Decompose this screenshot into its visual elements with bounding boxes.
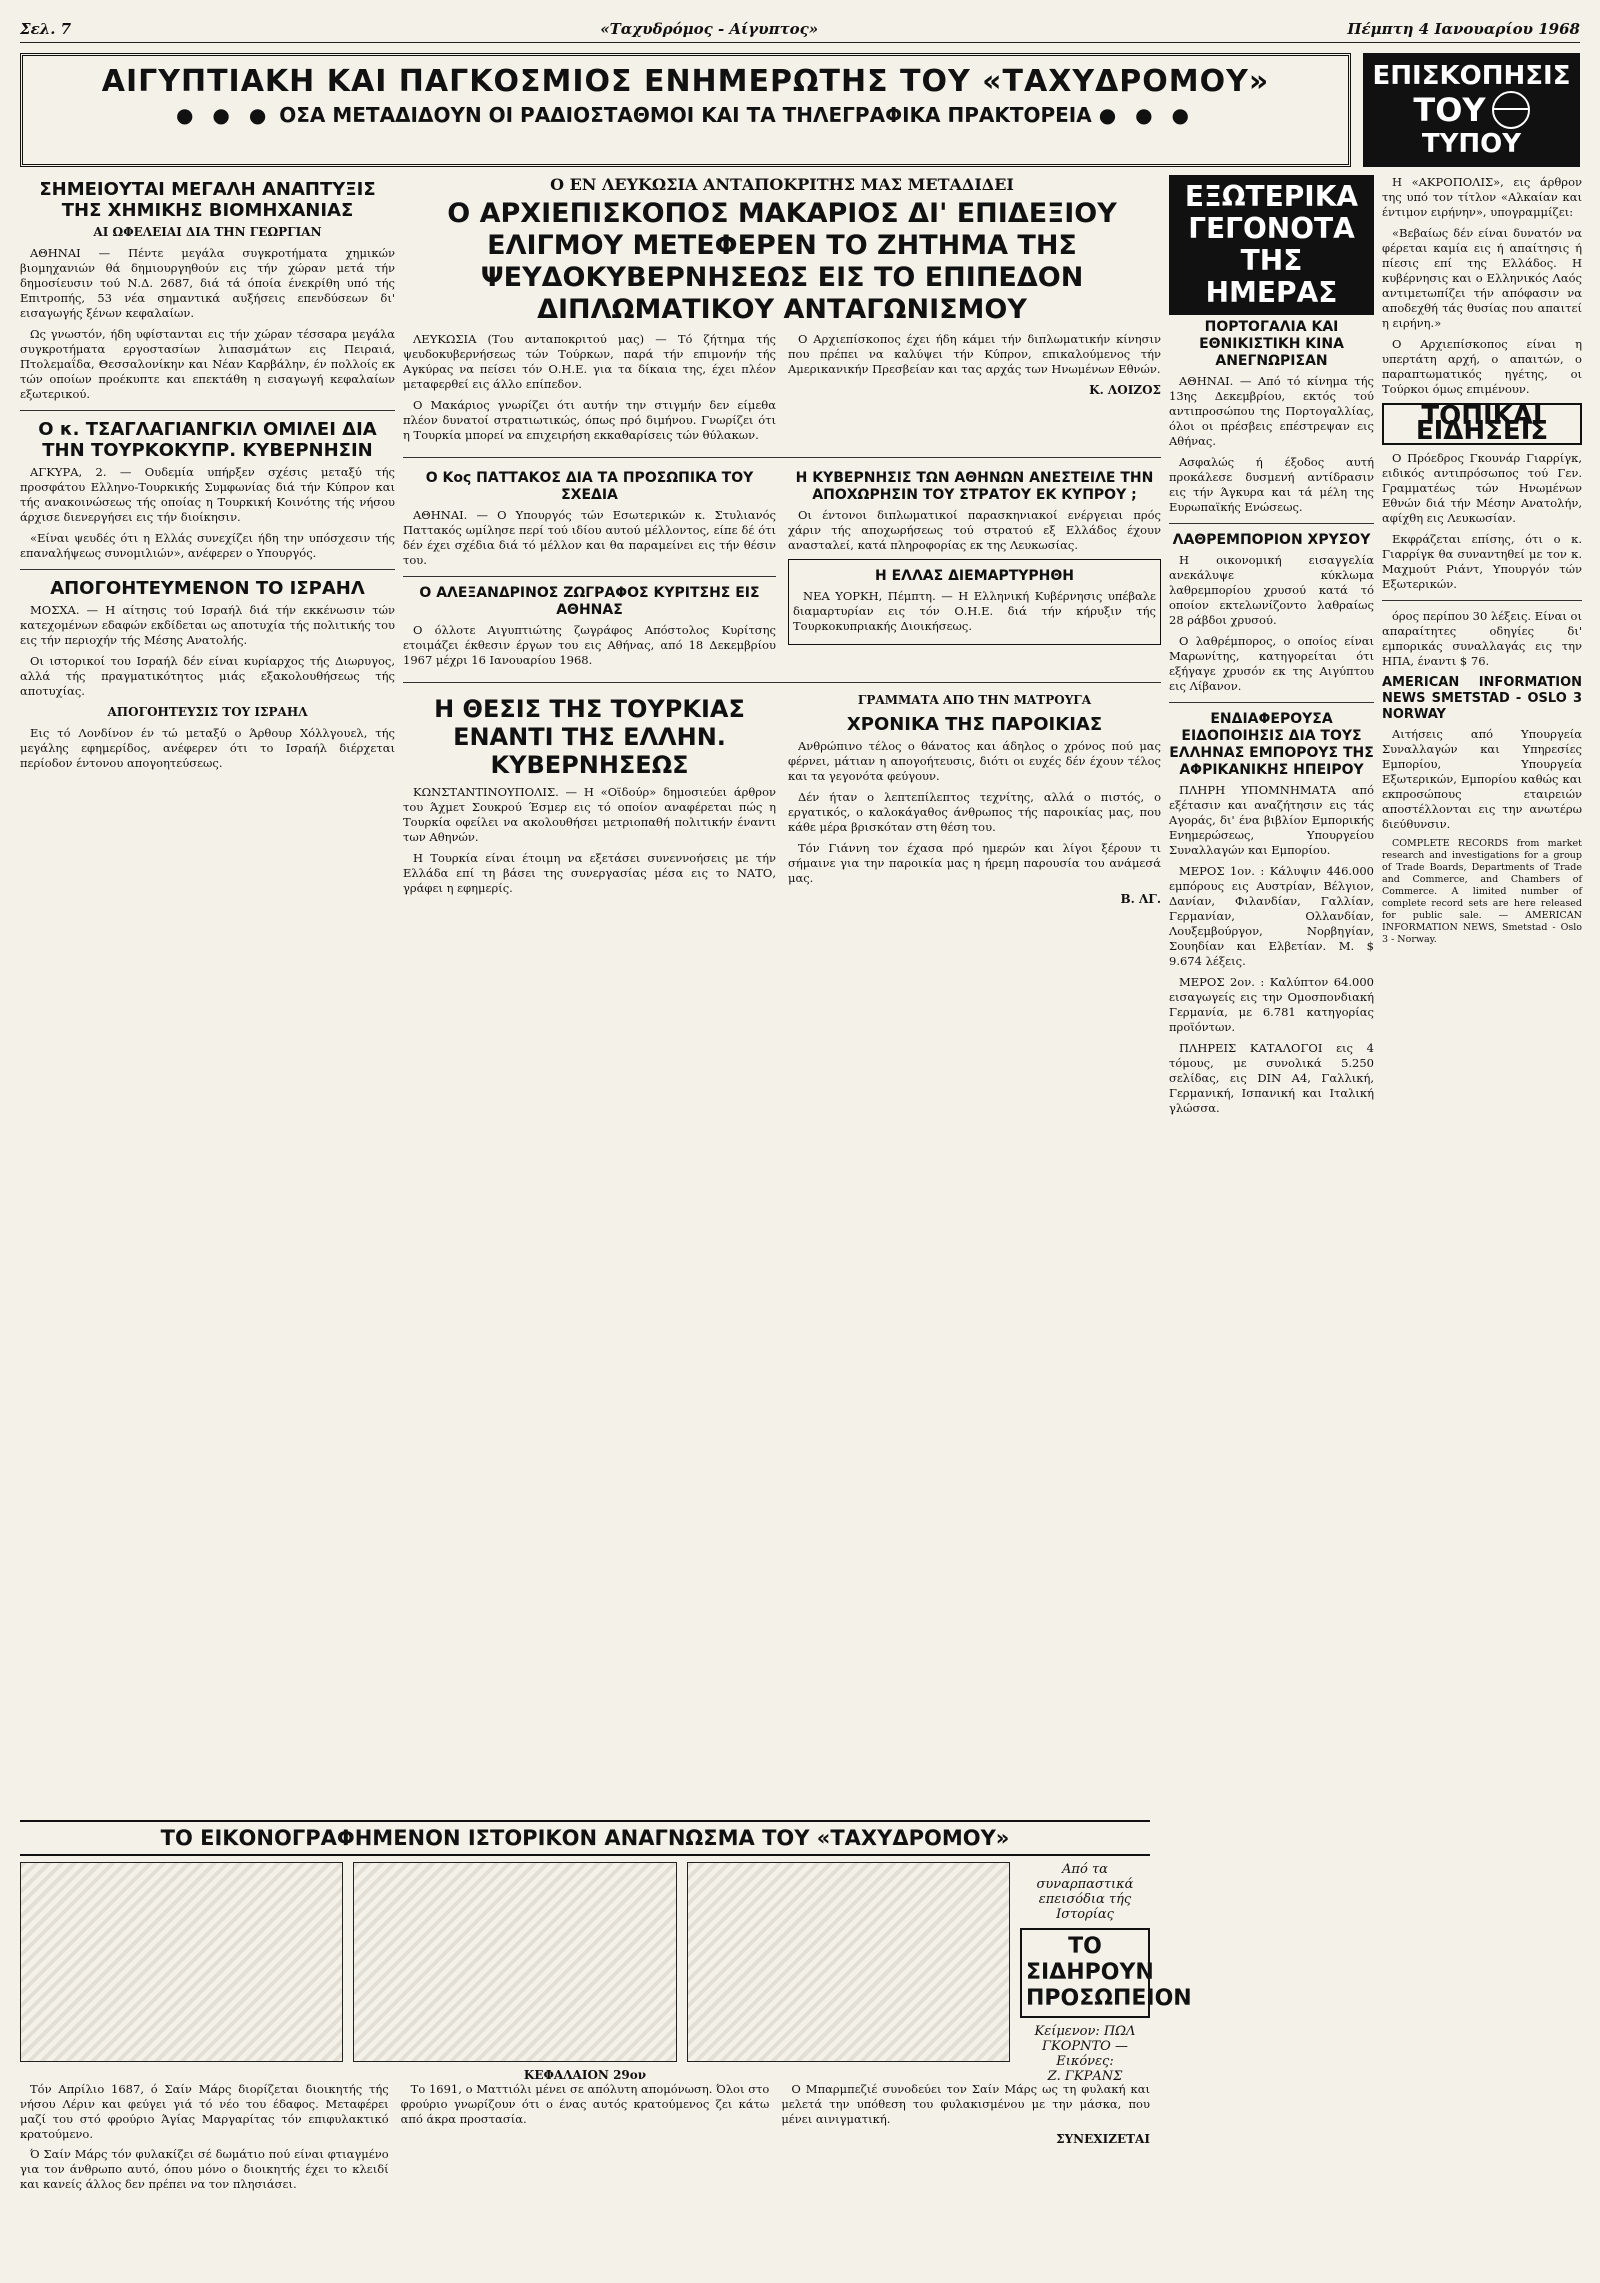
headline-local-news: ΤΟΠΙΚΑΙ ΕΙΔΗΣΕΙΣ [1382,403,1582,445]
article-paragraph: Η «ΑΚΡΟΠΟΛΙΣ», εις άρθρον της υπό τον τίτλον «Αλκαίαν και έντιμον ειρήνην», υπογραμμίζει: [1382,175,1582,219]
byline: Κ. ΛΟΙΖΟΣ [1089,383,1161,397]
article-paragraph: Εις τό Λονδίνον έν τώ μεταξύ ο Άρθουρ Χόλλγουελ, τής μεγάλης εφημερίδος, ανέφερεν ότι το Ισραήλ διέρχεται περίοδον έντονου απογοητεύσεως. [20,726,395,770]
article-paragraph: ΚΩΝΣΤΑΝΤΙΝΟΥΠΟΛΙΣ. — Η «Οϊδούρ» δημοσιεύει άρθρον του Άχμετ Σουκρού Έσμερ εις τό οποίον αναφέρεται πώς η Τουρκία οφείλει να ακολουθήσει μετριοπαθή πολιτικήν έναντι των Αθηνών. [403,785,776,844]
article-paragraph: Ο Μπαρμπεζιέ συνοδεύει τον Σαίν Μάρς ως τη φυλακή και μελετά την υπόθεση του φυλακισμένου με την μάσκα, που μένει αινιγματική. [781,2082,1150,2126]
headline-community-chronicle: ΧΡΟΝΙΚΑ ΤΗΣ ΠΑΡΟΙΚΙΑΣ [846,714,1103,735]
article-paragraph: ΝΕΑ ΥΟΡΚΗ, Πέμπτη. — Η Ελληνική Κυβέρνησις υπέβαλε διαμαρτυρίαν εις τόν Ο.Η.Ε. διά τήν κήρυξιν τής Τουρκοκυπριακής Διοικήσεως. [793,589,1156,633]
comic-panel-3 [687,1862,1010,2062]
newspaper-page [20,20,1580,2243]
headline-turkey-position: Η ΘΕΣΙΣ ΤΗΣ ΤΟΥΡΚΙΑΣ ΕΝΑΝΤΙ ΤΗΣ ΕΛΛΗΝ. ΚΥΒΕΡΝΗΣΕΩΣ [434,695,745,779]
headline-portugal-china: ΠΟΡΤΟΓΑΛΙΑ ΚΑΙ ΕΘΝΙΚΙΣΤΙΚΗ ΚΙΝΑ ΑΝΕΓΝΩΡΙΣΑΝ [1199,319,1344,369]
article-paragraph: Ως γνωστόν, ήδη υφίστανται εις τήν χώραν τέσσαρα μεγάλα συγκροτήματα εργοστασίων λιπασμάτων εις Πειραιά, Πτολεμαΐδα, Θεσσαλονίκην και Νέαν Καρβάλην, έν πολλοίς εκ τών οποίων προέκυπτε και επεκτάθη η εισαγωγή κεφαλαίων εξωτερικού. [20,327,395,401]
article-paragraph: Ο Αρχιεπίσκοπος έχει ήδη κάμει τήν διπλωματικήν κίνησιν που πρέπει να καλύψει τήν Κύπρον, επικαλούμενος τήν Αμερικανικήν Πρεσβείαν και τας αρχάς των Ηνωμένων Εθνών. [788,332,1161,376]
article-paragraph: Αιτήσεις από Υπουργεία Συναλλαγών και Υπηρεσίες Εμπορίου, Υπουργεία Εξωτερικών, Εμπορίου καθώς και εκπροσώπους εταιρειών αποστέλλονται εις την ανωτέρω διεύθυνσιν. [1382,727,1582,831]
article-paragraph: Ο Πρόεδρος Γκουνάρ Γιαρρίγκ, ειδικός αντιπρόσωπος τού Γεν. Γραμματέως τών Ηνωμένων Εθνών διά τήν Μέσην Ανατολήν, αφίχθη εις Λευκωσίαν. [1382,451,1582,525]
article-paragraph: ΠΛΗΡΗ ΥΠΟΜΝΗΜΑΤΑ από εξέτασιν και αναζήτησιν εις τάς Αγοράς, δι' ένα βιβλίον Εμπορικής Ενημερώσεως, Υπουργείου Συναλλαγών και Εμπορίου. [1169,783,1374,857]
banner-dots-right: ● ● ● [1098,103,1195,127]
advertiser-name: AMERICAN INFORMATION NEWS SMETSTAD - OSLO 3 NORWAY [1382,675,1582,722]
press-review-line3: ΤΥΠΟΥ [1421,129,1522,159]
article-paragraph: Ο Αρχιεπίσκοπος είναι η υπερτάτη αρχή, ο απαιτών, ο παραπτωματικός ηγέτης, οι Τούρκοι όμως επιμένουν. [1382,337,1582,396]
kicker-letters: ΓΡΑΜΜΑΤΑ ΑΠΟ ΤΗΝ ΜΑΤΡΟΥΓΑ [857,693,1092,707]
paper-name: «Ταχυδρόμος - Αίγυπτος» [600,20,819,38]
headline-gold-smuggling: ΛΑΘΡΕΜΠΟΡΙΟΝ ΧΡΥΣΟΥ [1172,532,1371,548]
section-banner [20,53,1351,167]
article-paragraph: «Είναι ψευδές ότι η Ελλάς συνεχίζει ήδη την υπόσχεσιν τής επαναλήψεως συνομιλιών», ανέφερεν ο Υπουργός. [20,531,395,560]
article-paragraph: Η Τουρκία είναι έτοιμη να εξετάσει συνεννοήσεις με τήν Ελλάδα επί τη βάσει της συνεργασίας μέσα εις το ΝΑΤΟ, γράφει η εφημερίς. [403,851,776,895]
serial-illustrator: Ζ. ΓΚΡΑΝΣ [1047,2069,1123,2084]
article-paragraph: Το 1691, ο Ματτιόλι μένει σε απόλυτη απομόνωση. Όλοι στο φρούριο γνωρίζουν ότι ο ένας αυτός κρατούμενος ζει κάτω από άκρα προστασία. [400,2082,770,2126]
advert-fine-print: COMPLETE RECORDS from market research and investigations for a group of Trade Boards, Departments of Trade and Commerce, and Chambers of Commerce. A limited number of complete record sets are here released for public sale. — AMERICAN INFORMATION NEWS, Smetstad - Oslo 3 - Norway. [1382,838,1582,945]
serial-intro: Από τα συναρπαστικά επεισόδια τής Ιστορίας [1036,1862,1134,1922]
column-left [20,175,395,1122]
headline-pattakos: Ο Κος ΠΑΤΤΑΚΟΣ ΔΙΑ ΤΑ ΠΡΟΣΩΠΙΚΑ ΤΟΥ ΣΧΕΔΙΑ [425,470,754,503]
headline-greece-protested: Η ΕΛΛΑΣ ΔΙΕΜΑΡΤΥΡΗΘΗ [874,568,1074,584]
chapter-number: ΚΕΦΑΛΑΙΟΝ 29ον [523,2068,647,2082]
subhead-israel-disappointment: ΑΠΟΓΟΗΤΕΥΣΙΣ ΤΟΥ ΙΣΡΑΗΛ [107,705,308,719]
article-paragraph: ΠΛΗΡΕΙΣ ΚΑΤΑΛΟΓΟΙ εις 4 τόμους, με συνολικά 5.250 σελίδας, εις DIN A4, Γαλλική, Γερμανική, Ισπανική και Ιταλική γλώσσα. [1169,1041,1374,1115]
article-paragraph: Οι ιστορικοί του Ισραήλ δέν είναι κυρίαρχος τής Διωρυγος, αλλά τής πραγματικότητος μιάς εξακολουθήσεως τής αποτυχίας. [20,654,395,698]
banner-title: ΑΙΓΥΠΤΙΑΚΗ ΚΑΙ ΠΑΓΚΟΣΜΙΟΣ ΕΝΗΜΕΡΩΤΗΣ ΤΟΥ «ΤΑΧΥΔΡΟΜΟΥ» [101,64,1270,99]
press-review-line2: ΤΟΥ [1413,91,1486,129]
headline-merchants-notice: ΕΝΔΙΑΦΕΡΟΥΣΑ ΕΙΔΟΠΟΙΗΣΙΣ ΔΙΑ ΤΟΥΣ ΕΛΛΗΝΑΣ ΕΜΠΟΡΟΥΣ ΤΗΣ ΑΦΡΙΚΑΝΙΚΗΣ ΗΠΕΙΡΟΥ [1169,711,1374,778]
serial-name: ΤΟ ΣΙΔΗΡΟΥΝ ΠΡΟΣΩΠΕΙΟΝ [1020,1928,1150,2018]
banner-dots-left: ● ● ● [176,103,273,127]
column-center [403,175,1161,1122]
serial-credits [1020,1862,1192,2084]
article-paragraph: Ασφαλώς ή έξοδος αυτή προκάλεσε δυσμενή αντίδρασιν εις τήν Άγκυρα και τά μέλη της Ευρωπαϊκής Ενώσεως. [1169,455,1374,514]
article-paragraph: ΑΘΗΝΑΙ — Πέντε μεγάλα συγκροτήματα χημικών βιομηχανιών θά δημιουργηθούν εις τήν χώραν μετά τήν δημοσίευσιν τού Ν.Δ. 2687, διά τά όποία ένεκρίθη υπό τής Επιτροπής, 53 νέα σημαντικά αυξήσεις επενδύσεων δι' εισαγωγής ξένων κεφαλαίων. [20,246,395,320]
serial-authors: Κείμενον: ΠΩΛ ΓΚΟΡΝΤΟ — Εικόνες: [1034,2024,1136,2069]
article-paragraph: ΜΕΡΟΣ 1ον. : Κάλυψιν 446.000 εμπόρους εις Αυστρίαν, Βέλγιον, Δανίαν, Φιλανδίαν, Γαλλίαν, Γερμανίαν, Ολλανδίαν, Λουξεμβούργον, Νορβηγίαν, Σουηδίαν και Ελβετίαν. Μ. $ 9.674 λέξεις. [1169,864,1374,968]
press-review-logo [1363,53,1580,167]
article-paragraph: ΑΘΗΝΑΙ. — Από τό κίνημα τής 13ης Δεκεμβρίου, εκτός τού αντιπροσώπου της Πορτογαλλίας, όλοι οι πρέσβεις επέστρεψαν εις Αθήνας. [1169,374,1374,448]
article-paragraph: ΜΟΣΧΑ. — Η αίτησις τού Ισραήλ διά τήν εκκένωσιν τών κατεχομένων εδαφών εκδίδεται ως αποτυχία τής πολιτικής του εις τήν περιοχήν τής Μέσης Ανατολής. [20,603,395,647]
press-review-line1: ΕΠΙΣΚΟΠΗΣΙΣ [1372,61,1571,91]
article-paragraph: Η οικονομική εισαγγελία ανεκάλυψε κύκλωμα λαθρεμπορίου χρυσού κατά τό οποίον εκτελωνίζοντο λαθραίως 28 ράβδοι χρυσού. [1169,553,1374,627]
article-paragraph: Εκφράζεται επίσης, ότι ο κ. Γιαρρίγκ θα συναντηθεί με τον κ. Μαχμούτ Ριάντ, Υπουργόν τών Εξωτερικών. [1382,532,1582,591]
continued-label: ΣΥΝΕΧΙΖΕΤΑΙ [1056,2132,1150,2146]
article-paragraph: ΑΘΗΝΑΙ. — Ο Υπουργός τών Εσωτερικών κ. Στυλιανός Παττακός ωμίλησε περί τού ιδίου αυτού μέλλοντος, είπε δέ ότι δέν έχει σχέδια διά τό μέλλον και θα παραμείνει εις τήν θέσιν του. [403,508,776,567]
foreign-news-header: ΕΞΩΤΕΡΙΚΑ ΓΕΓΟΝΟΤΑ ΤΗΣ ΗΜΕΡΑΣ [1169,175,1374,315]
page-number: Σελ. 7 [20,20,72,38]
article-paragraph: Τόν Απρίλιο 1687, ό Σαίν Μάρς διορίζεται διοικητής τής νήσου Λέριν και φεύγει γιά τό νέο του έδαφος. Μεταφέρει μαζί του στό φρούριο Άγίας Μαργαρίτας τόν επιφυλακτικό κρατούμενο. [20,2082,389,2141]
headline-israel: ΑΠΟΓΟΗΤΕΥΜΕΝΟΝ ΤΟ ΙΣΡΑΗΛ [50,578,365,599]
subhead-agriculture: ΑΙ ΩΦΕΛΕΙΑΙ ΔΙΑ ΤΗΝ ΓΕΩΡΓΙΑΝ [93,225,322,239]
headline-chemical-industry: ΣΗΜΕΙΟΥΤΑΙ ΜΕΓΑΛΗ ΑΝΑΠΤΥΞΙΣ ΤΗΣ ΧΗΜΙΚΗΣ ΒΙΟΜΗΧΑΝΙΑΣ [39,179,376,221]
article-paragraph: όρος περίπου 30 λέξεις. Είναι οι απαραίτητες οδηγίες δι' εμπορικάς συναλλαγάς εις την ΗΠΑ, έναντι $ 76. [1382,609,1582,668]
article-paragraph: Ο λαθρέμπορος, ο οποίος είναι Μαρωνίτης, κατηγορείται ότι εξήγαγε χρυσόν εκ της Αιγύπτου εις Λίβανον. [1169,634,1374,693]
article-paragraph: «Βεβαίως δέν είναι δυνατόν να φέρεται καμία εις ή απαίτησις ή πίεσις επί της Ελλάδος. Η κυβέρνησις και ο Ελληνικός Λαός αντιμετωπίζει τήν απόφασιν να αποδεχθή τάς θυσίας που απαιτεί η ειρήνη.» [1382,226,1582,330]
serial-title: ΤΟ ΕΙΚΟΝΟΓΡΑΦΗΜΕΝΟΝ ΙΣΤΟΡΙΚΟΝ ΑΝΑΓΝΩΣΜΑ ΤΟΥ «ΤΑΧΥΔΡΟΜΟΥ» [20,1820,1150,1856]
article-paragraph: Ο Μακάριος γνωρίζει ότι αυτήν την στιγμήν δεν είμεθα πλέον δυνατοί στρατιωτικώς, όπως πρό διμήνου. Γνωρίζει ότι η Τουρκία μπορεί να επιχειρήση εκκαθαρίσεις τών θύλακων. [403,398,776,442]
article-paragraph: Ό Σαίν Μάρς τόν φυλακίζει σέ δωμάτιο πού είναι φτιαγμένο για τον άνθρωπο αυτό, όπου μόνο ο διοικητής έχει το κλειδί και κανείς άλλος δεν πρέπει να τον πλησιάσει. [20,2147,389,2191]
article-paragraph: ΛΕΥΚΩΣΙΑ (Του ανταποκριτού μας) — Τό ζήτημα τής ψευδοκυβερνήσεως τών Τούρκων, παρά τήν επιμονήν τής Αγκύρας να πείσει τόν Ο.Η.Ε. για τα δίκαια της, έχει πλέον μεταφερθεί εις άλλο επίπεδον. [403,332,776,391]
article-paragraph: Ανθρώπινο τέλος ο θάνατος και άδηλος ο χρόνος πού μας φέρνει, μάτιαν η απογοήτευσις, διότι οι ευχές δέν έχουν τέλος και τα γεγονότα φεύγουν. [788,739,1161,783]
kicker-nicosia: Ο ΕΝ ΛΕΥΚΩΣΙΑ ΑΝΤΑΠΟΚΡΙΤΗΣ ΜΑΣ ΜΕΤΑΔΙΔΕΙ [550,175,1014,194]
masthead-strip [20,20,1580,43]
byline: Β. ΛΓ. [1120,892,1161,906]
column-foreign-news [1169,175,1374,1122]
banner-subtitle-text: ΟΣΑ ΜΕΤΑΔΙΔΟΥΝ ΟΙ ΡΑΔΙΟΣΤΑΘΜΟΙ ΚΑΙ ΤΑ ΤΗΛΕΓΡΑΦΙΚΑ ΠΡΑΚΤΟΡΕΙΑ [279,103,1092,127]
banner-subtitle [33,103,1338,127]
article-paragraph: ΜΕΡΟΣ 2ον. : Καλύπτον 64.000 εισαγωγείς εις την Ομοσπονδιακή Γερμανία, με 6.781 κατηγορίας προϊόντων. [1169,975,1374,1034]
comic-panel-2 [353,1862,676,2062]
illustrated-serial [20,1820,1192,2197]
article-paragraph: Οι έντονοι διπλωματικοί παρασκηνιακοί ενέργειαι πρός χάριν τής αποχωρήσεως τού στρατού εξ Ελλάδος έχουν ανασταλεί, κατά πληροφορίας εκ της Λευκωσίας. [788,508,1161,552]
headline-turkish-cypriot: Ο κ. ΤΣΑΓΛΑΓΙΑΝΓΚΙΛ ΟΜΙΛΕΙ ΔΙΑ ΤΗΝ ΤΟΥΡΚΟΚΥΠΡ. ΚΥΒΕΡΝΗΣΙΝ [38,419,377,461]
column-press-review [1382,175,1582,1122]
headline-athens-government: Η ΚΥΒΕΡΝΗΣΙΣ ΤΩΝ ΑΘΗΝΩΝ ΑΝΕΣΤΕΙΛΕ ΤΗΝ ΑΠΟΧΩΡΗΣΙΝ ΤΟΥ ΣΤΡΑΤΟΥ ΕΚ ΚΥΠΡΟΥ ; [795,470,1154,503]
issue-date: Πέμπτη 4 Ιανουαρίου 1968 [1347,20,1580,38]
article-paragraph: Δέν ήταν ο λεπτεπίλεπτος τεχνίτης, αλλά ο πιστός, ο εργατικός, ο καλοκάγαθος άνθρωπος τής παροικίας μας, που κάθε μέρα βρισκόταν στη θέση του. [788,790,1161,834]
comic-panel-1 [20,1862,343,2062]
globe-icon [1492,91,1530,129]
headline-makarios: Ο ΑΡΧΙΕΠΙΣΚΟΠΟΣ ΜΑΚΑΡΙΟΣ ΔΙ' ΕΠΙΔΕΞΙΟΥ ΕΛΙΓΜΟΥ ΜΕΤΕΦΕΡΕΝ ΤΟ ΖΗΤΗΜΑ ΤΗΣ ΨΕΥΔΟΚΥΒΕΡΝΗΣΕΩΣ ΕΙΣ ΤΟ ΕΠΙΠΕΔΟΝ ΔΙΠΛΩΜΑΤΙΚΟΥ ΑΝΤΑΓΩΝΙΣΜΟΥ [447,198,1117,325]
article-paragraph: Τόν Γιάννη τον έχασα πρό ημερών και λίγοι ξέρουν τι σήμαινε για την παροικία μας η ήρεμη παρουσία του ανάμεσά μας. [788,841,1161,885]
article-paragraph: Ο όλλοτε Αιγυπτιώτης ζωγράφος Απόστολος Κυρίτσης ετοιμάζει έκθεσιν έργων του εις Αθήνας, από 18 Δεκεμβρίου 1967 μέχρι 16 Ιανουαρίου 1968. [403,623,776,667]
article-paragraph: ΑΓΚΥΡΑ, 2. — Ουδεμία υπήρξεν σχέσις μεταξύ τής προσφάτου Ελληνο-Τουρκικής Συμφωνίας διά τήν Κύπρον και τής ανακοινώσεως τής οποίας η Τουρκική Κοινότης τής νήσου άρχισε διενεργήσει εις τήν διοίκησιν. [20,465,395,524]
headline-painter: Ο ΑΛΕΞΑΝΔΡΙΝΟΣ ΖΩΓΡΑΦΟΣ ΚΥΡΙΤΣΗΣ ΕΙΣ ΑΘΗΝΑΣ [419,585,760,618]
